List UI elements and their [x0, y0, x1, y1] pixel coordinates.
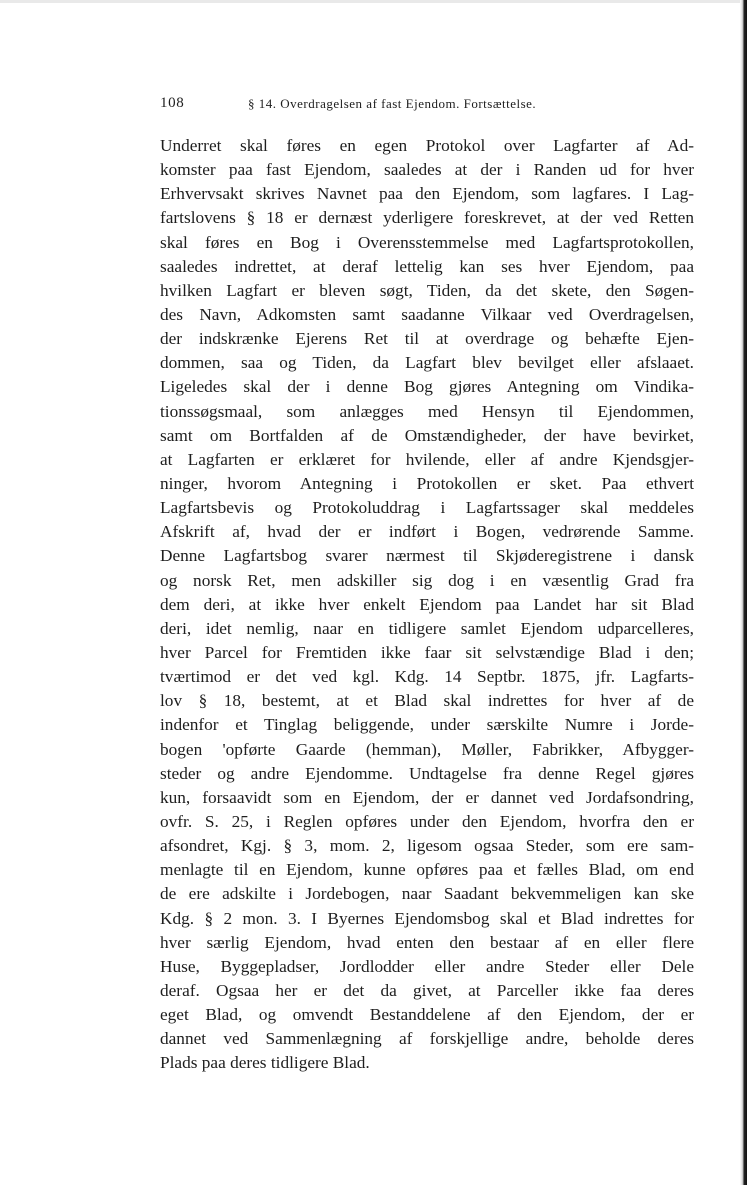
running-title: § 14. Overdragelsen af fast Ejendom. Fortsættelse. — [248, 96, 537, 111]
text-line: afsondret, Kgj. § 3, mom. 2, ligesom ogsaa Steder, som ere sam- — [160, 836, 694, 856]
text-line: Huse, Byggepladser, Jordlodder eller andre Steder eller Dele — [160, 956, 694, 976]
text-line: tionssøgsmaal, som anlægges med Hensyn til Ejendommen, — [160, 401, 694, 421]
text-line: skal føres en Bog i Overensstemmelse med Lagfartsprotokollen, — [160, 232, 694, 252]
text-line: ninger, hvorom Antegning i Protokollen er sket. Paa ethvert — [160, 473, 694, 493]
text-line: bogen 'opførte Gaarde (hemman), Møller, Fabrikker, Afbygger- — [160, 739, 694, 759]
text-line: deraf. Ogsaa her er det da givet, at Parceller ikke faa deres — [160, 980, 694, 1000]
text-line: at Lagfarten er erklæret for hvilende, eller af andre Kjendsgjer- — [160, 449, 694, 469]
page-number: 108 — [160, 95, 185, 111]
text-line: kun, forsaavidt som en Ejendom, der er dannet ved Jordafsondring, — [160, 787, 694, 807]
text-line: dannet ved Sammenlægning af forskjellige andre, beholde deres — [160, 1029, 694, 1049]
text-line: des Navn, Adkomsten samt saadanne Vilkaar ved Overdragelsen, — [160, 304, 694, 324]
text-line: komster paa fast Ejendom, saaledes at der i Randen ud for hver — [160, 160, 694, 180]
text-line: de ere adskilte i Jordebogen, naar Saadant bekvemmeligen kan ske — [160, 884, 694, 904]
text-line: ovfr. S. 25, i Reglen opføres under den Ejendom, hvorfra den er — [160, 811, 694, 831]
text-line: Denne Lagfartsbog svarer nærmest til Skjøderegistrene i dansk — [160, 546, 694, 566]
text-line: hvilken Lagfart er bleven søgt, Tiden, da det skete, den Søgen- — [160, 280, 694, 300]
text-line: indenfor et Tinglag beliggende, under særskilte Numre i Jorde- — [160, 715, 694, 735]
text-line: Lagfartsbevis og Protokoluddrag i Lagfartssager skal meddeles — [160, 498, 694, 518]
text-line: dem deri, at ikke hver enkelt Ejendom paa Landet har sit Blad — [160, 594, 694, 614]
text-line: hver Parcel for Fremtiden ikke faar sit selvstændige Blad i den; — [160, 642, 694, 662]
text-line: Erhvervsakt skrives Navnet paa den Ejendom, som lagfares. I Lag- — [160, 184, 694, 204]
text-line: Afskrift af, hvad der er indført i Bogen, vedrørende Samme. — [160, 522, 694, 542]
text-line: steder og andre Ejendomme. Undtagelse fra denne Regel gjøres — [160, 763, 694, 783]
text-line: saaledes indrettet, at deraf lettelig kan ses hver Ejendom, paa — [160, 256, 694, 276]
running-head — [160, 95, 700, 117]
text-line: Plads paa deres tidligere Blad. — [160, 1053, 370, 1073]
text-line: hver særlig Ejendom, hvad enten den bestaar af en eller flere — [160, 932, 694, 952]
text-line: Kdg. § 2 mon. 3. I Byernes Ejendomsbog skal et Blad indrettes for — [160, 908, 694, 928]
text-line: eget Blad, og omvendt Bestanddelene af den Ejendom, der er — [160, 1005, 694, 1025]
text-line: dommen, saa og Tiden, da Lagfart blev bevilget eller afslaaet. — [160, 353, 694, 373]
text-line: tværtimod er det ved kgl. Kdg. 14 Septbr. 1875, jfr. Lagfarts- — [160, 667, 694, 687]
text-line: Ligeledes skal der i denne Bog gjøres Antegning om Vindika- — [160, 377, 694, 397]
text-line: deri, idet nemlig, naar en tidligere samlet Ejendom udparcelleres, — [160, 618, 694, 638]
text-line: og norsk Ret, men adskiller sig dog i en væsentlig Grad fra — [160, 570, 694, 590]
body-text — [160, 134, 694, 1075]
text-line: der indskrænke Ejerens Ret til at overdrage og behæfte Ejen- — [160, 329, 694, 349]
text-line: samt om Bortfalden af de Omstændigheder, der have bevirket, — [160, 425, 694, 445]
text-line: fartslovens § 18 er dernæst yderligere foreskrevet, at der ved Retten — [160, 208, 694, 228]
text-line: menlagte til en Ejendom, kunne opføres paa et fælles Blad, om end — [160, 860, 694, 880]
text-line: Underret skal føres en egen Protokol over Lagfarter af Ad- — [160, 136, 694, 155]
text-line: lov § 18, bestemt, at et Blad skal indrettes for hver af de — [160, 691, 694, 711]
